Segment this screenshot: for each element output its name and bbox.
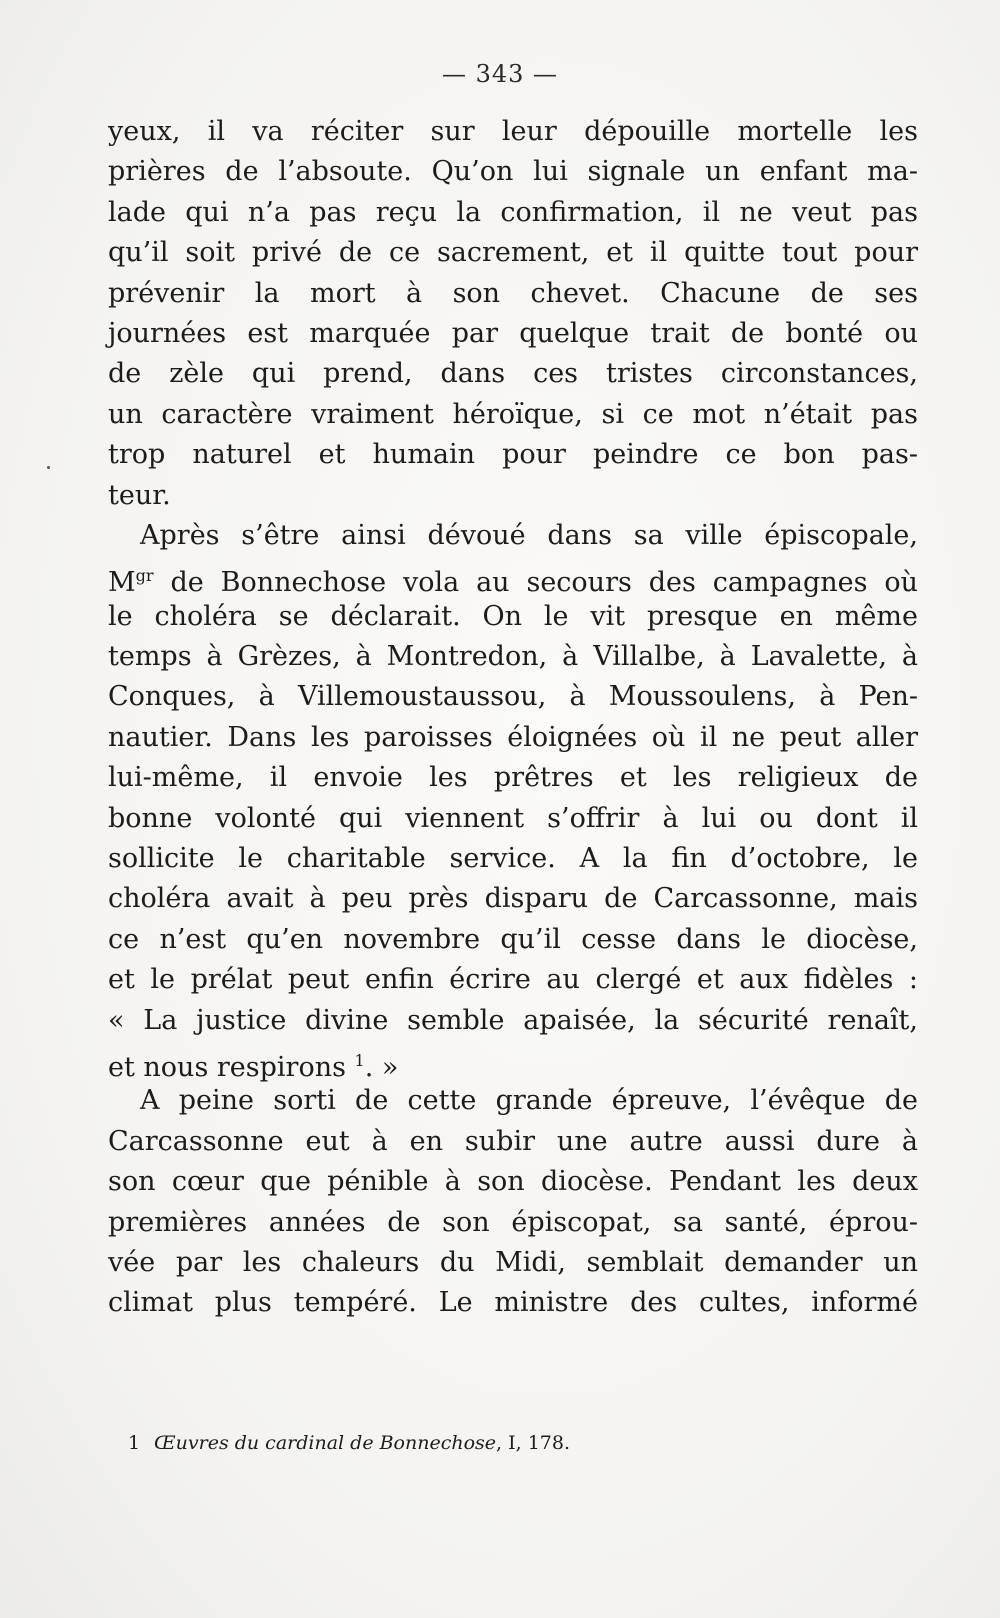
text-line: premières années de son épiscopat, sa santé, éprou- (108, 1206, 918, 1238)
text-line: nautier. Dans les paroisses éloignées où il ne peut aller (108, 721, 918, 753)
text-line: Carcassonne eut à en subir une autre aussi dure à (108, 1125, 918, 1157)
footnote (128, 1432, 828, 1454)
text-line: trop naturel et humain pour peindre ce bon pas- (108, 439, 918, 471)
text-line: prévenir la mort à son chevet. Chacune de ses (108, 277, 918, 309)
text-line: $M^{gr}$ de Bonnechose vola au secours des campagnes où (108, 566, 918, 599)
text-line: sollicite le charitable service. A la fin d’octobre, le (108, 843, 918, 875)
text-line: un caractère vraiment héroïque, si ce mot n’était pas (108, 398, 918, 430)
text-line: son cœur que pénible à son diocèse. Pendant les deux (108, 1166, 918, 1198)
text-line: qu’il soit privé de ce sacrement, et il quitte tout pour (108, 237, 918, 269)
text-line: « La justice divine semble apaisée, la sécurité renaît, (108, 1004, 918, 1036)
paper-speck (47, 466, 50, 469)
text-line: et nous respirons $^1$. » (108, 1050, 399, 1083)
text-line: le choléra se déclarait. On le vit presque en même (108, 600, 918, 632)
text-line: ce n’est qu’en novembre qu’il cesse dans le diocèse, (108, 923, 918, 955)
text-line: A peine sorti de cette grande épreuve, l’évêque de (140, 1085, 918, 1117)
text-line: prières de l’absoute. Qu’on lui signale un enfant ma- (108, 156, 918, 188)
footnote-ref-mark: 1 (354, 1050, 365, 1070)
footnote-work-title: Œuvres du cardinal de Bonnechose (154, 1432, 497, 1454)
text-line: lade qui n’a pas reçu la confirmation, il ne veut pas (108, 196, 918, 228)
text-line: climat plus tempéré. Le ministre des cultes, informé (108, 1287, 918, 1319)
text-line: et le prélat peut enfin écrire au clergé et aux fidèles : (108, 964, 918, 996)
text-line: lui-même, il envoie les prêtres et les religieux de (108, 762, 918, 794)
text-line: bonne volonté qui viennent s’offrir à lui ou dont il (108, 802, 918, 834)
text-line: yeux, il va réciter sur leur dépouille mortelle les (108, 116, 918, 147)
text-line: Après s’être ainsi dévoué dans sa ville épiscopale, (140, 519, 918, 551)
text-line: vée par les chaleurs du Midi, semblait demander un (108, 1246, 918, 1278)
text-line: teur. (108, 479, 171, 511)
body-text (108, 112, 918, 1324)
footnote-mark: 1 (128, 1432, 141, 1454)
text-line: Conques, à Villemoustaussou, à Moussoulens, à Pen- (108, 681, 918, 713)
text-line: choléra avait à peu près disparu de Carcassonne, mais (108, 883, 918, 915)
page-number: — 343 — (441, 60, 559, 88)
footnote-reference: , I, 178. (496, 1432, 570, 1454)
text-line: journées est marquée par quelque trait de bonté ou (108, 317, 918, 349)
text-line: temps à Grèzes, à Montredon, à Villalbe, à Lavalette, à (108, 641, 918, 673)
text-line: de zèle qui prend, dans ces tristes circonstances, (108, 358, 918, 390)
